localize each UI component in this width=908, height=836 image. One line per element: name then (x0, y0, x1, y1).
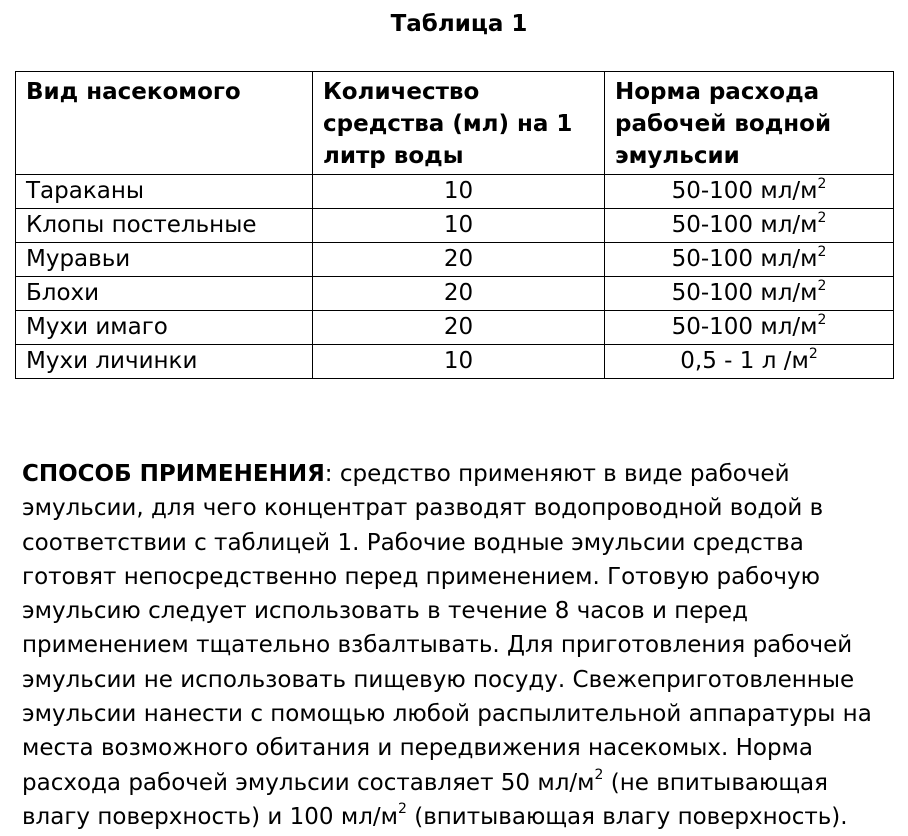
cell-rate (605, 311, 894, 345)
superscript: 2 (594, 766, 604, 783)
paragraph-line: соответствии с таблицей 1. Рабочие водные эмульсии средства (22, 529, 804, 556)
cell-rate (605, 243, 894, 277)
cell-amount: 20 (313, 243, 605, 277)
rate-value: 50-100 мл/м (671, 314, 818, 340)
cell-insect: Тараканы (16, 175, 313, 209)
rate-value: 50-100 мл/м (671, 212, 818, 238)
table-header-row (16, 72, 894, 175)
paragraph-line (22, 766, 902, 800)
paragraph-text: : средство применяют в виде рабочей (324, 461, 790, 487)
cell-insect: Муравьи (16, 243, 313, 277)
table-row (16, 277, 894, 311)
header-insect-type: Вид насекомого (16, 72, 313, 175)
cell-rate (605, 175, 894, 209)
rate-superscript: 2 (817, 244, 827, 260)
cell-insect: Блохи (16, 277, 313, 311)
rate-value: 50-100 мл/м (671, 178, 818, 204)
rate-superscript: 2 (808, 346, 818, 362)
paragraph-text: влагу поверхность) и 100 мл/м (22, 803, 398, 830)
rate-value: 0,5 - 1 л /м (680, 348, 809, 374)
cell-amount: 20 (313, 277, 605, 311)
cell-insect: Мухи личинки (16, 345, 313, 379)
rate-superscript: 2 (817, 176, 827, 192)
paragraph-line (22, 800, 902, 834)
cell-amount: 10 (313, 345, 605, 379)
paragraph-line: эмульсии нанести с помощью любой распылительной аппаратуры на (22, 701, 872, 728)
paragraph-line: эмульсию следует использовать в течение 8 часов и перед (22, 598, 749, 625)
cell-amount: 10 (313, 209, 605, 243)
paragraph-line: эмульсии не использовать пищевую посуду. Свежеприготовленные (22, 666, 855, 693)
rate-superscript: 2 (817, 210, 827, 226)
application-method-paragraph (22, 457, 902, 834)
table-row (16, 311, 894, 345)
rate-value: 50-100 мл/м (671, 246, 818, 272)
table-row (16, 345, 894, 379)
header-consumption-rate: Норма расхода рабочей водной эмульсии (605, 72, 894, 175)
table-title: Таблица 1 (390, 11, 528, 37)
cell-insect: Мухи имаго (16, 311, 313, 345)
paragraph-line: эмульсии, для чего концентрат разводят водопроводной водой в (22, 495, 824, 522)
cell-rate (605, 345, 894, 379)
table-row (16, 243, 894, 277)
paragraph-text: (не впитывающая (603, 769, 828, 796)
table-row (16, 175, 894, 209)
header-amount-per-liter: Количество средства (мл) на 1 литр воды (313, 72, 605, 175)
cell-amount: 10 (313, 175, 605, 209)
paragraph-text: (впитывающая влагу поверхность). (406, 803, 848, 830)
rate-superscript: 2 (817, 278, 827, 294)
table-row (16, 209, 894, 243)
paragraph-line: готовят непосредственно перед применением. Готовую рабочую (22, 563, 820, 590)
paragraph-line: применением тщательно взбалтывать. Для приготовления рабочей (22, 632, 853, 659)
cell-rate (605, 277, 894, 311)
cell-rate (605, 209, 894, 243)
rate-value: 50-100 мл/м (671, 280, 818, 306)
insect-dosage-table (15, 71, 894, 379)
cell-amount: 20 (313, 311, 605, 345)
superscript: 2 (398, 800, 407, 817)
rate-superscript: 2 (817, 312, 827, 328)
paragraph-heading: СПОСОБ ПРИМЕНЕНИЯ (22, 461, 325, 487)
paragraph-text: расхода рабочей эмульсии составляет 50 мл/м (22, 769, 595, 796)
cell-insect: Клопы постельные (16, 209, 313, 243)
paragraph-line: места возможного обитания и передвижения насекомых. Норма (22, 735, 814, 762)
paragraph-line (22, 457, 902, 491)
